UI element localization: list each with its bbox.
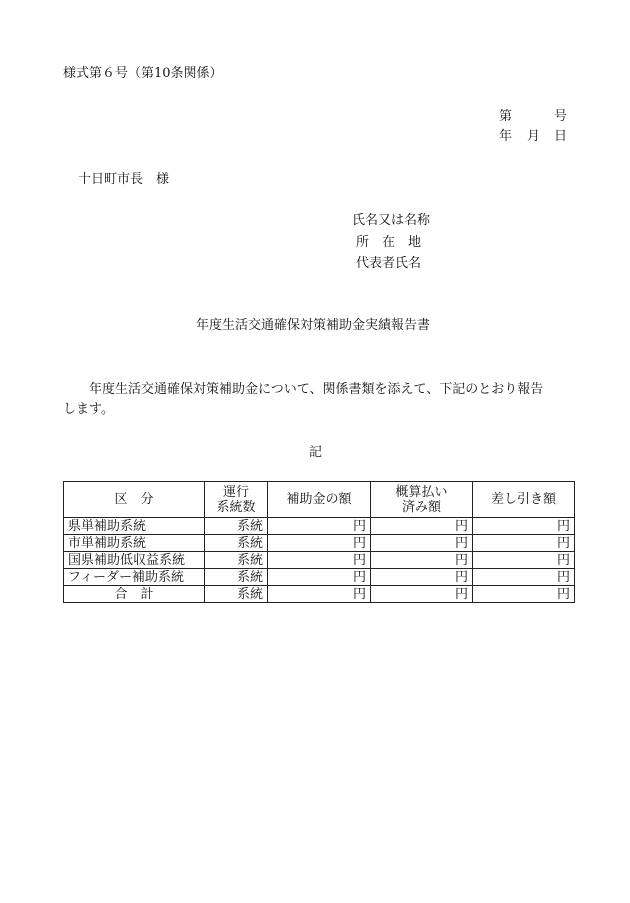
row-routes-cell: 系統 bbox=[205, 552, 268, 569]
header-subsidy: 補助金の額 bbox=[268, 482, 371, 518]
header-routes bbox=[205, 482, 268, 518]
row-category: 合 計 bbox=[64, 586, 205, 603]
row-difference-cell: 円 bbox=[473, 569, 575, 586]
row-subsidy-cell: 円 bbox=[268, 569, 371, 586]
header-prepaid-line1: 概算払い bbox=[395, 484, 448, 500]
applicant-address-label: 所 在 地 bbox=[356, 235, 422, 250]
addressee: 十日町市長 様 bbox=[78, 172, 170, 187]
row-category: フィーダー補助系統 bbox=[64, 569, 205, 586]
row-prepaid-cell: 円 bbox=[371, 586, 473, 603]
row-category: 国県補助低収益系統 bbox=[64, 552, 205, 569]
header-difference: 差し引き額 bbox=[473, 482, 575, 518]
document-number bbox=[499, 109, 567, 125]
report-table bbox=[63, 481, 575, 603]
header-routes-line2: 系統数 bbox=[216, 499, 256, 515]
row-subsidy-cell: 円 bbox=[268, 535, 371, 552]
date-day: 日 bbox=[554, 129, 568, 144]
table-row bbox=[64, 518, 575, 535]
row-difference-cell: 円 bbox=[473, 518, 575, 535]
table-row bbox=[64, 535, 575, 552]
row-routes-cell: 系統 bbox=[205, 518, 268, 535]
header-prepaid bbox=[371, 482, 473, 518]
row-prepaid-cell: 円 bbox=[371, 552, 473, 569]
header-category: 区 分 bbox=[64, 482, 205, 518]
doc-no-suffix: 号 bbox=[553, 109, 567, 124]
row-prepaid-cell: 円 bbox=[371, 518, 473, 535]
row-subsidy-cell: 円 bbox=[268, 552, 371, 569]
header-routes-line1: 運行 bbox=[222, 484, 249, 500]
table-row bbox=[64, 552, 575, 569]
row-routes-cell: 系統 bbox=[205, 586, 268, 603]
row-difference-cell: 円 bbox=[473, 586, 575, 603]
date-month: 月 bbox=[527, 129, 541, 144]
row-prepaid-cell: 円 bbox=[371, 535, 473, 552]
row-difference-cell: 円 bbox=[473, 535, 575, 552]
row-routes-cell: 系統 bbox=[205, 535, 268, 552]
row-routes-cell: 系統 bbox=[205, 569, 268, 586]
ki-heading: 記 bbox=[309, 445, 323, 460]
applicant-name-label: 氏名又は名称 bbox=[352, 213, 431, 228]
row-subsidy-cell: 円 bbox=[268, 586, 371, 603]
row-category: 県単補助系統 bbox=[64, 518, 205, 535]
table-row bbox=[64, 569, 575, 586]
body-text-line-1: 年度生活交通確保対策補助金について、関係書類を添えて、下記のとおり報告 bbox=[89, 382, 544, 397]
date-year: 年 bbox=[499, 129, 513, 144]
table-header-row bbox=[64, 482, 575, 518]
row-category: 市単補助系統 bbox=[64, 535, 205, 552]
form-number: 様式第６号（第10条関係） bbox=[63, 66, 223, 81]
table-total-row bbox=[64, 586, 575, 603]
row-prepaid-cell: 円 bbox=[371, 569, 473, 586]
doc-no-prefix: 第 bbox=[499, 109, 513, 124]
document-title: 年度生活交通確保対策補助金実績報告書 bbox=[196, 318, 431, 333]
body-text-line-2: します。 bbox=[63, 402, 114, 417]
applicant-representative-label: 代表者氏名 bbox=[356, 256, 422, 271]
header-prepaid-line2: 済み額 bbox=[401, 499, 441, 515]
row-difference-cell: 円 bbox=[473, 552, 575, 569]
row-subsidy-cell: 円 bbox=[268, 518, 371, 535]
